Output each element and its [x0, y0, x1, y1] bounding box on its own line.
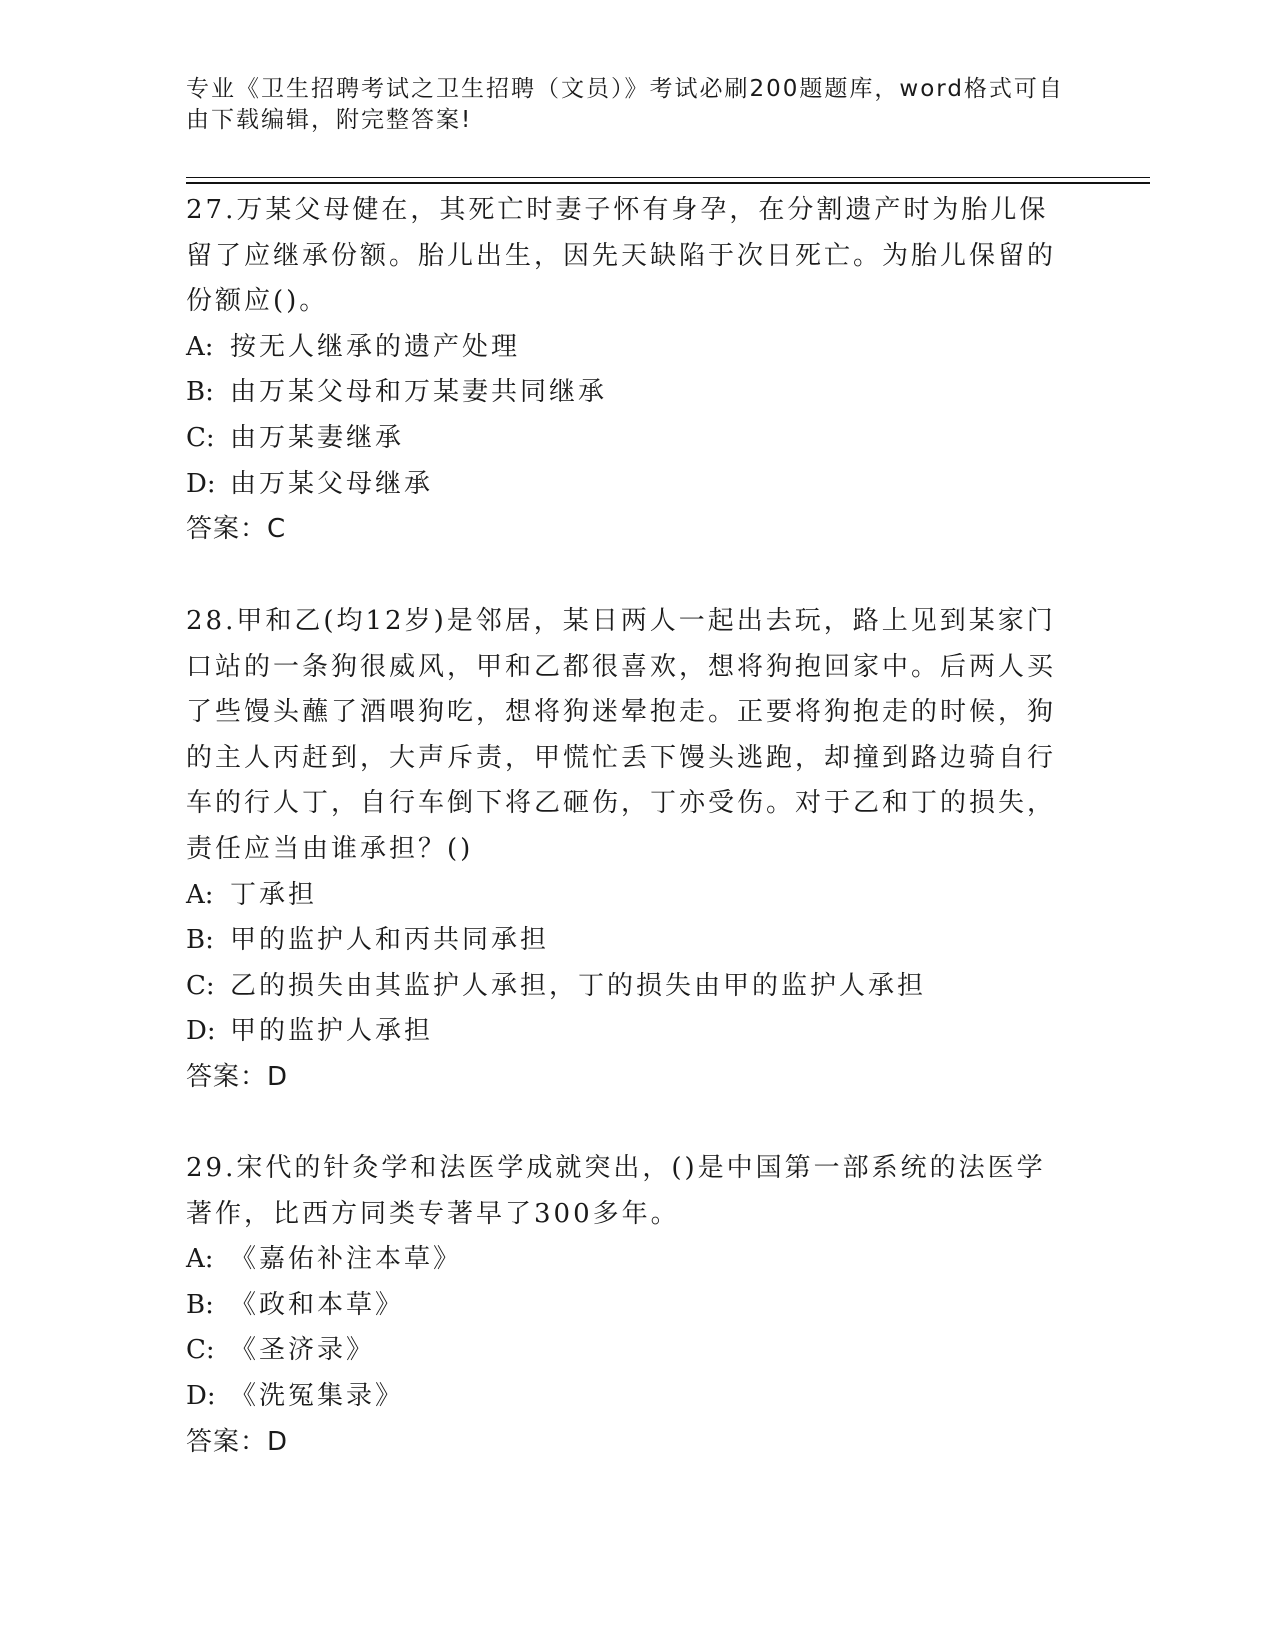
option-text: 由万某父母继承 — [230, 468, 434, 499]
option-text: 《嘉佑补注本草》 — [230, 1244, 463, 1275]
option-b — [186, 370, 1066, 416]
question-27 — [186, 188, 1066, 553]
option-text: 按无人继承的遗产处理 — [230, 331, 521, 362]
option-key: C: — [186, 970, 215, 1001]
question-29 — [186, 1146, 1066, 1465]
option-key: A: — [186, 879, 214, 910]
option-a — [186, 873, 1066, 919]
option-text: 《洗冤集录》 — [230, 1380, 405, 1411]
option-text: 乙的损失由其监护人承担，丁的损失由甲的监护人承担 — [230, 970, 927, 1001]
option-text: 由万某妻继承 — [230, 422, 405, 453]
answer-line: 答案：D — [186, 1061, 289, 1092]
question-stem: 29.宋代的针灸学和法医学成就突出，()是中国第一部系统的法医学著作，比西方同类专著早了300多年。 — [186, 1153, 1046, 1229]
option-key: B: — [186, 377, 214, 408]
option-text: 《政和本草》 — [230, 1289, 405, 1320]
option-key: A: — [186, 1244, 214, 1275]
option-text: 甲的监护人和丙共同承担 — [230, 925, 550, 956]
option-key: D: — [186, 468, 216, 499]
question-stem: 28.甲和乙(均12岁)是邻居，某日两人一起出去玩，路上见到某家门口站的一条狗很威风，甲和乙都很喜欢，想将狗抱回家中。后两人买了些馒头蘸了酒喂狗吃，想将狗迷晕抱走。正要将狗抱走的时候，狗的主人丙赶到，大声斥责，甲慌忙丢下馒头逃跑，却撞到路边骑自行车的行人丁，自行车倒下将乙砸伤，丁亦受伤。对于乙和丁的损失，责任应当由谁承担？() — [186, 606, 1057, 864]
option-key: D: — [186, 1380, 216, 1411]
option-text: 《圣济录》 — [230, 1335, 376, 1366]
option-text: 甲的监护人承担 — [230, 1016, 434, 1047]
option-d — [186, 1009, 1066, 1055]
question-28 — [186, 599, 1066, 1101]
option-d — [186, 462, 1066, 508]
option-key: C: — [186, 1335, 215, 1366]
header-rule-thick — [186, 182, 1150, 184]
option-text: 丁承担 — [230, 879, 318, 910]
option-key: D: — [186, 1016, 216, 1047]
option-key: C: — [186, 422, 215, 453]
option-c — [186, 1328, 1066, 1374]
option-b — [186, 1283, 1066, 1329]
option-text: 由万某父母和万某妻共同继承 — [230, 377, 608, 408]
header-rule-thin — [186, 177, 1150, 178]
option-c — [186, 964, 1066, 1010]
answer-line: 答案：D — [186, 1426, 289, 1457]
option-a — [186, 1237, 1066, 1283]
option-a — [186, 325, 1066, 371]
option-key: B: — [186, 1289, 214, 1320]
option-key: A: — [186, 331, 214, 362]
option-c — [186, 416, 1066, 462]
question-stem: 27.万某父母健在，其死亡时妻子怀有身孕，在分割遗产时为胎儿保留了应继承份额。胎儿出生，因先天缺陷于次日死亡。为胎儿保留的份额应()。 — [186, 195, 1057, 317]
document-header: 专业《卫生招聘考试之卫生招聘（文员）》考试必刷200题题库，word格式可自由下载编辑，附完整答案! — [186, 76, 1064, 133]
option-d — [186, 1374, 1066, 1420]
option-key: B: — [186, 925, 214, 956]
option-b — [186, 918, 1066, 964]
answer-line: 答案：C — [186, 514, 287, 545]
